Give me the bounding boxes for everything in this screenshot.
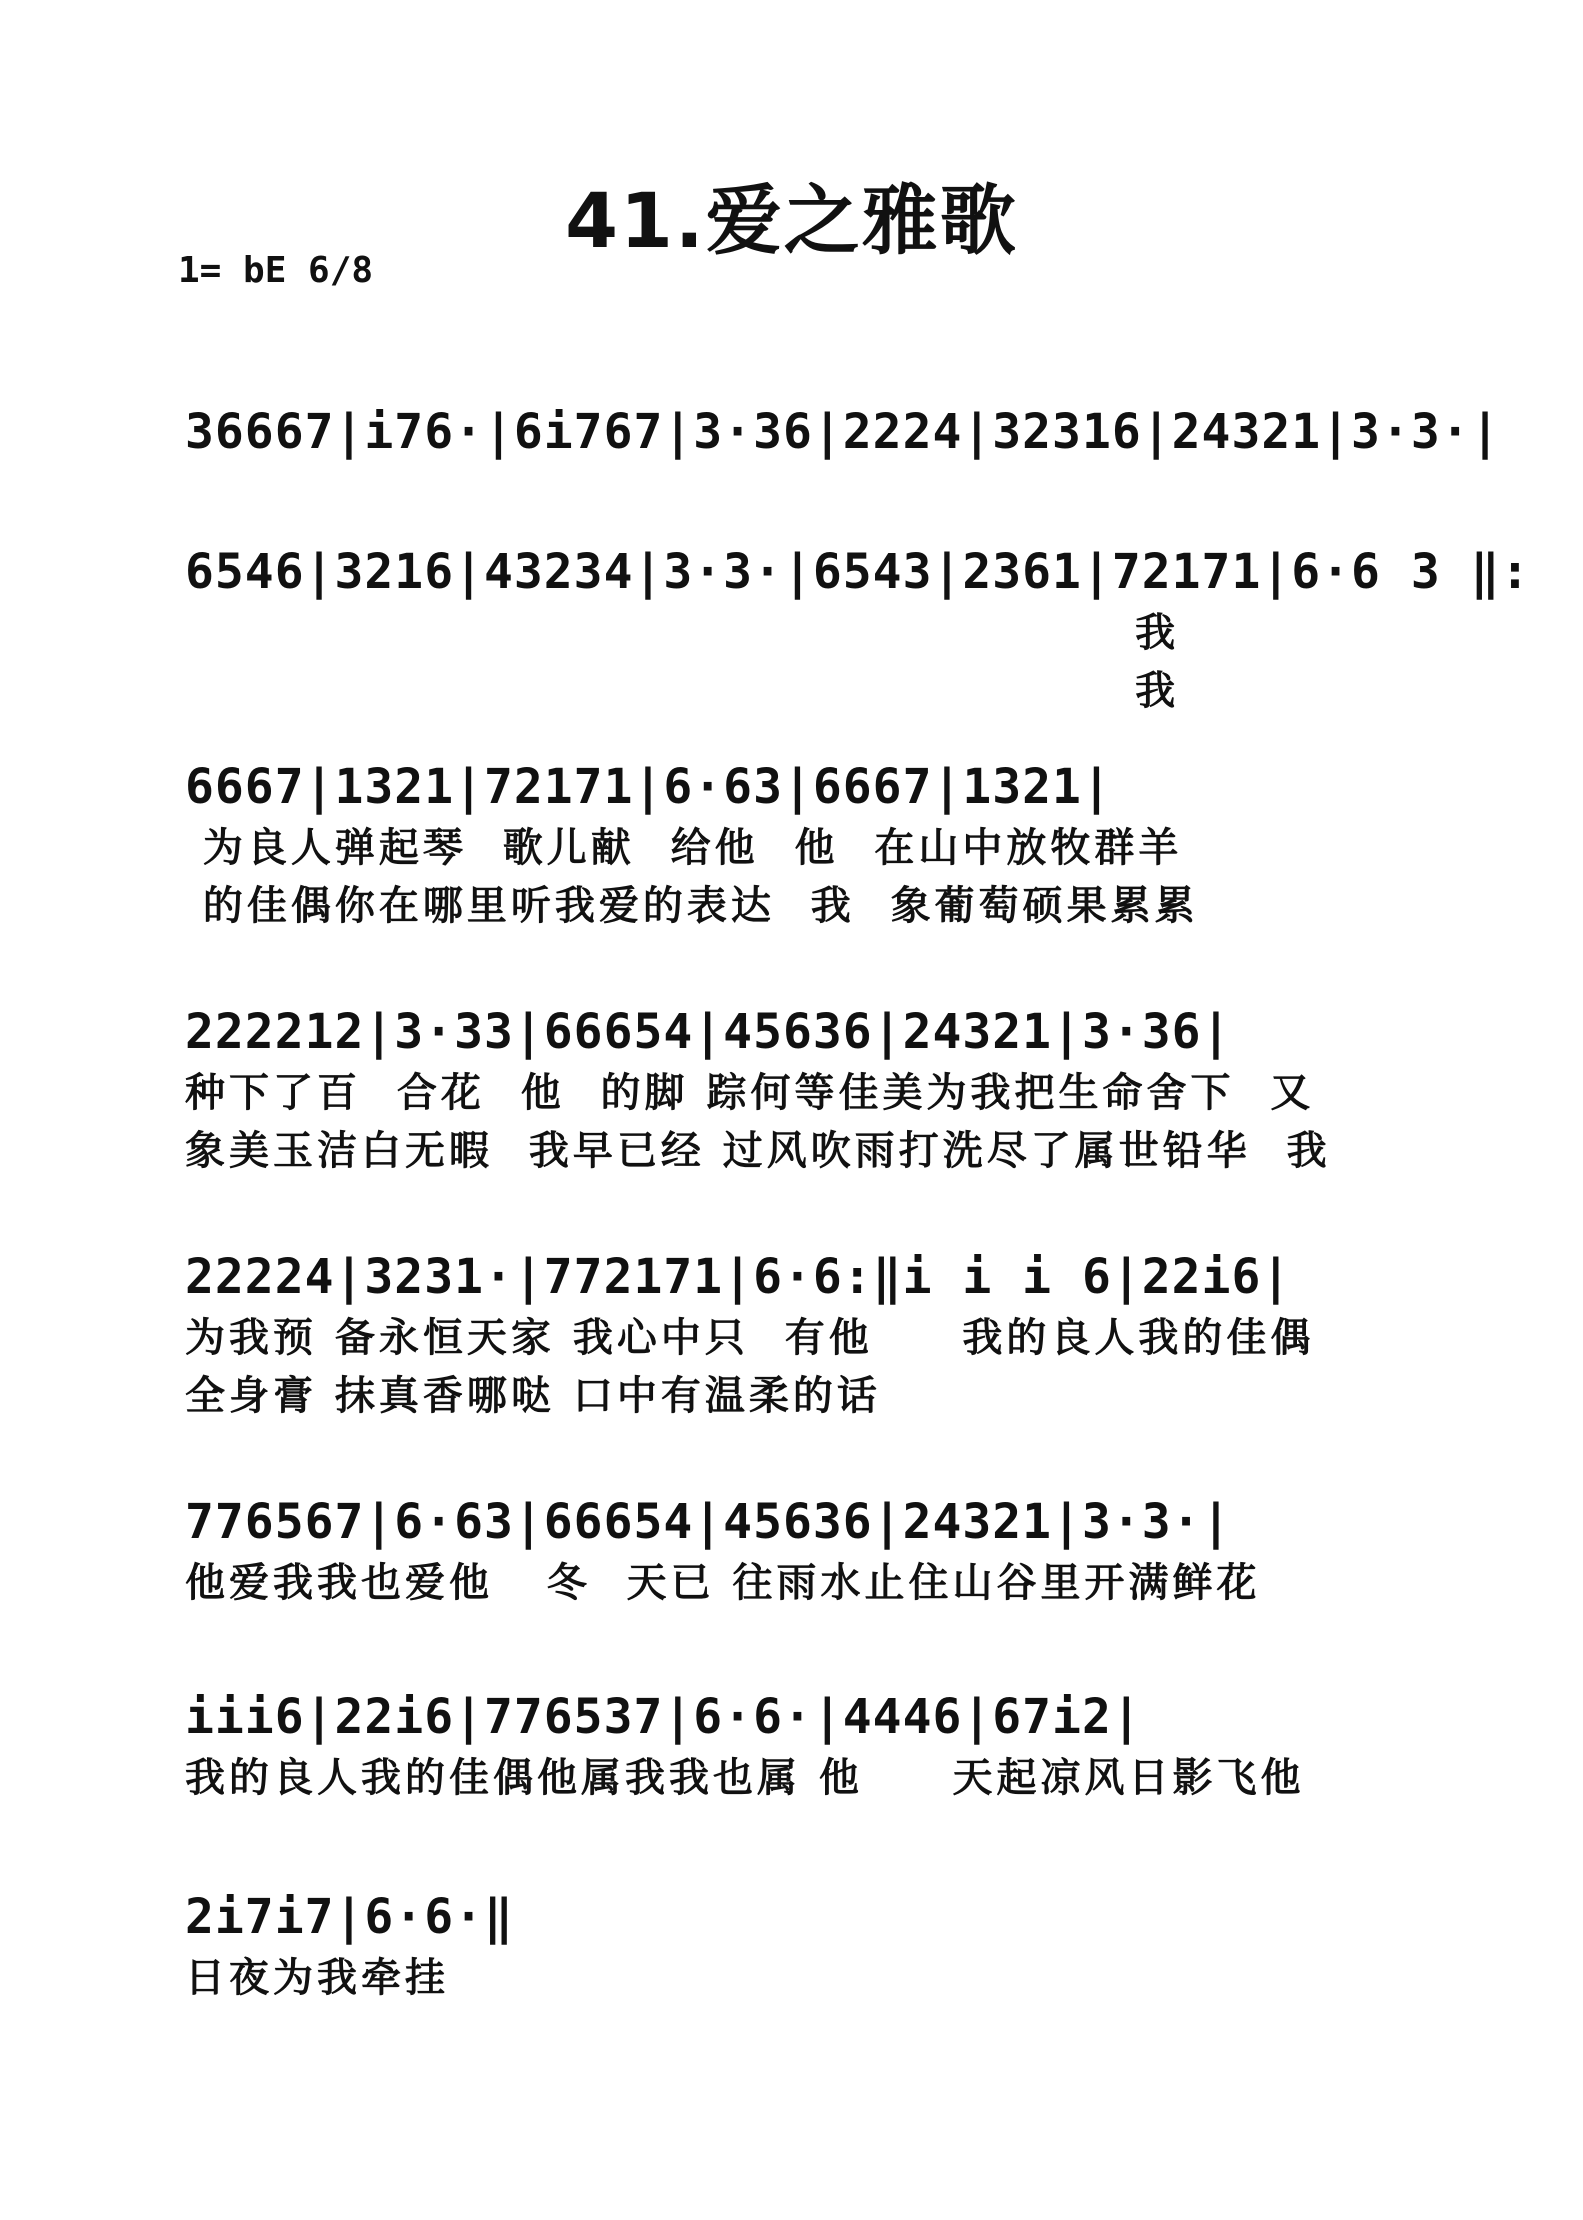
lyric-line-2: 的佳偶你在哪里听我爱的表达 我 象葡萄硕果累累 <box>185 883 1199 929</box>
system-3 <box>185 755 1199 935</box>
lyric-line-1: 为我预 备永恒天家 我心中只 有他 我的良人我的佳偶 <box>185 1315 1315 1361</box>
system-6 <box>185 1490 1261 1612</box>
lyric-line-1: 他爱我我也爱他 冬 天已 往雨水止住山谷里开满鲜花 <box>185 1560 1261 1606</box>
key-signature: 1= bE 6/8 <box>178 250 374 291</box>
notation-line: 22224|3231·|772171|6·6:‖i i i 6|22i6| <box>185 1249 1292 1305</box>
lyric-line-1: 为良人弹起琴 歌儿献 给他 他 在山中放牧群羊 <box>185 825 1183 871</box>
system-7 <box>185 1685 1305 1807</box>
notation-line: 2i7i7|6·6·‖ <box>185 1889 514 1945</box>
lyric-line-2: 象美玉洁白无暇 我早已经 过风吹雨打洗尽了属世铅华 我 <box>185 1128 1331 1174</box>
notation-line: iii6|22i6|776537|6·6·|4446|67i2| <box>185 1689 1142 1745</box>
lyric-line-1: 我的良人我的佳偶他属我我也属 他 天起凉风日影飞他 <box>185 1755 1305 1801</box>
lyric-line-1: 日夜为我牵挂 <box>185 1955 449 2001</box>
system-1 <box>185 400 1501 464</box>
lyric-line-2: 全身膏 抹真香哪哒 口中有温柔的话 <box>185 1373 881 1419</box>
system-5 <box>185 1245 1314 1425</box>
lyric-line-1: 我 <box>185 610 1180 656</box>
system-8 <box>185 1885 514 2007</box>
lyric-line-2: 我 <box>185 668 1180 714</box>
notation-line: 6667|1321|72171|6·63|6667|1321| <box>185 759 1112 815</box>
notation-line: 36667|i76·|6i767|3·36|2224|32316|24321|3·3·| <box>185 404 1501 460</box>
notation-line: 776567|6·63|66654|45636|24321|3·3·| <box>185 1494 1232 1550</box>
system-2 <box>185 540 1530 720</box>
song-title: 41.爱之雅歌 <box>565 176 1018 265</box>
system-4 <box>185 1000 1331 1180</box>
notation-line: 6546|3216|43234|3·3·|6543|2361|72171|6·6 3 ‖: <box>185 544 1531 600</box>
notation-line: 222212|3·33|66654|45636|24321|3·36| <box>185 1004 1232 1060</box>
lyric-line-1: 种下了百 合花 他 的脚 踪何等佳美为我把生命舍下 又 <box>185 1070 1315 1116</box>
